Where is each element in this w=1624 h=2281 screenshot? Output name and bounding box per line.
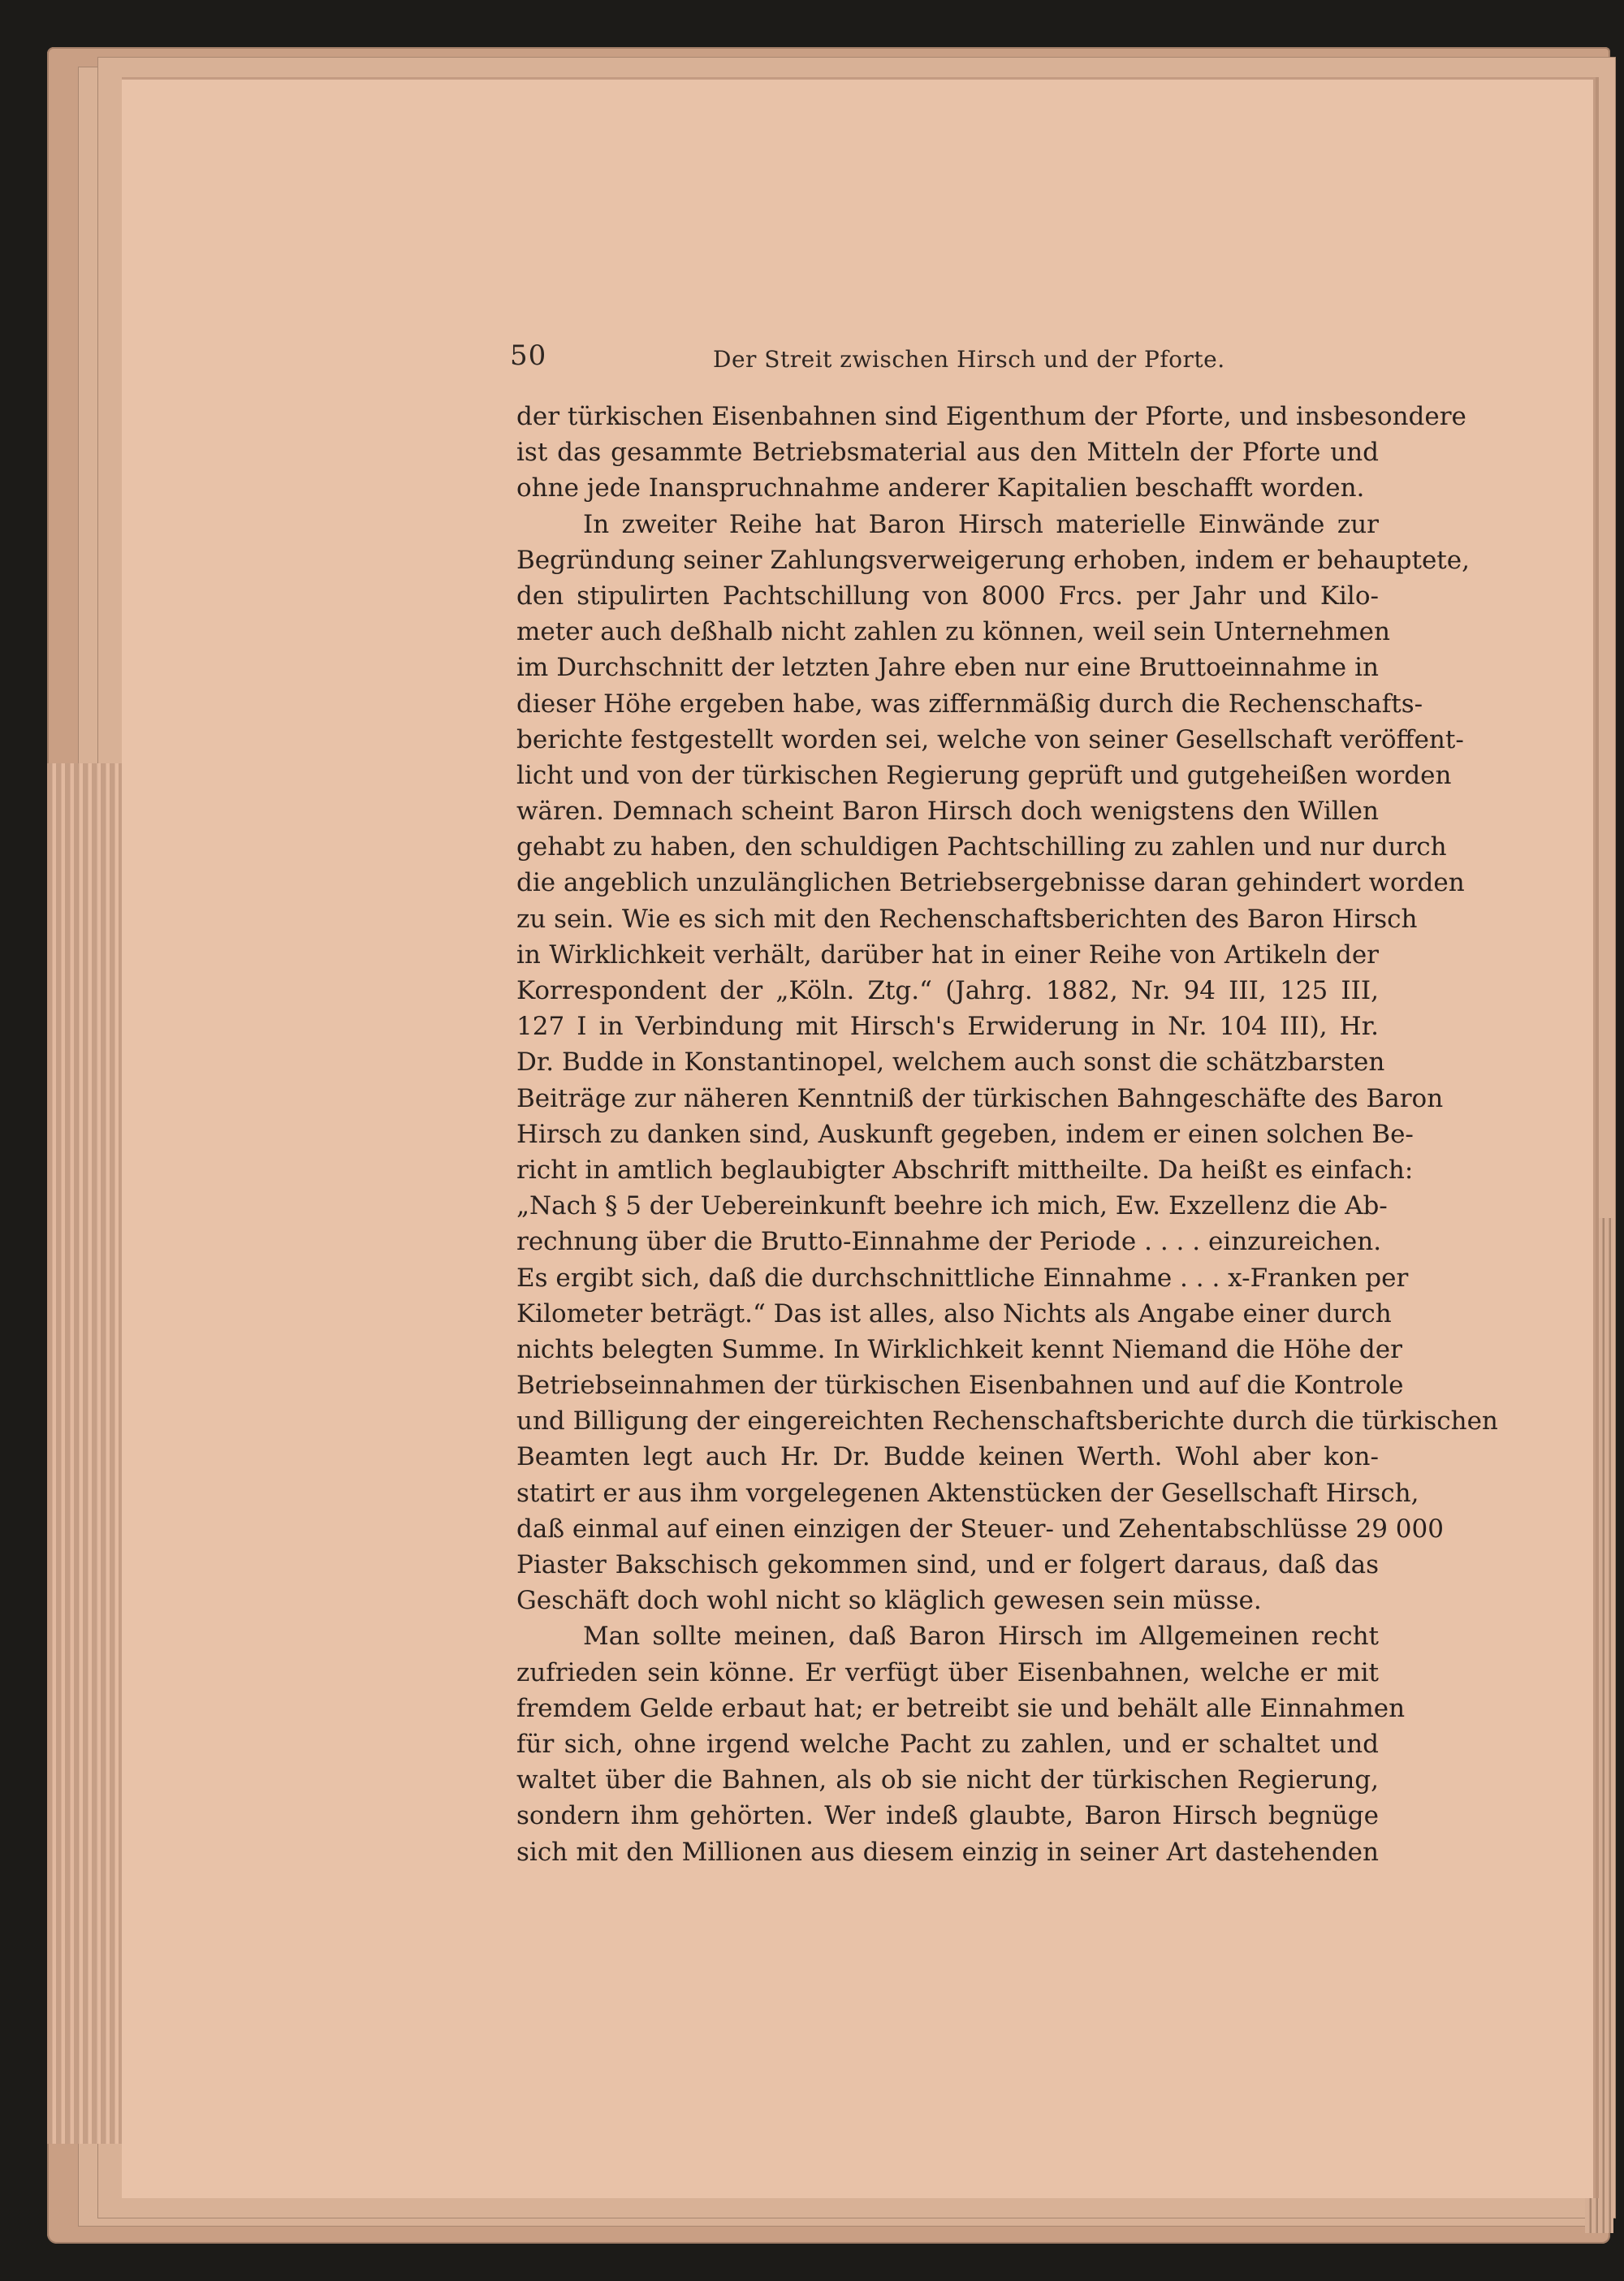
text-line: Dr. Budde in Konstantinopel, welchem auch sonst die schätzbarsten <box>516 1048 1385 1078</box>
text-line: Beiträge zur näheren Kenntniß der türkischen Bahngeschäfte des Baron <box>516 1083 1444 1113</box>
text-line: berichte festgestellt worden sei, welche von seiner Gesellschaft veröffent- <box>516 724 1464 754</box>
text-line: Es ergibt sich, daß die durchschnittliche Einnahme . . . x-Franken per <box>516 1263 1409 1293</box>
text-line: rechnung über die Brutto-Einnahme der Periode . . . . einzureichen. <box>516 1227 1382 1257</box>
text-line: statirt er aus ihm vorgelegenen Aktenstücken der Gesellschaft Hirsch, <box>516 1478 1419 1508</box>
text-line: und Billigung der eingereichten Rechenschaftsberichte durch die türkischen <box>516 1406 1498 1436</box>
text-line: daß einmal auf einen einzigen der Steuer- und Zehentabschlüsse 29 000 <box>516 1514 1444 1544</box>
text-line: die angeblich unzulänglichen Betriebsergebnisse daran gehindert worden <box>516 868 1465 898</box>
text-line: sich mit den Millionen aus diesem einzig in seiner Art dastehenden <box>516 1837 1379 1867</box>
text-line: den stipulirten Pachtschillung von 8000 Frcs. per Jahr und Kilo- <box>516 581 1379 611</box>
text-line: gehabt zu haben, den schuldigen Pachtschilling zu zahlen und nur durch <box>516 832 1447 862</box>
text-line: ohne jede Inanspruchnahme anderer Kapitalien beschafft worden. <box>516 473 1365 503</box>
text-line: „Nach § 5 der Uebereinkunft beehre ich mich, Ew. Exzellenz die Ab- <box>516 1191 1388 1221</box>
text-line: Korrespondent der „Köln. Ztg.“ (Jahrg. 1882, Nr. 94 III, 125 III, <box>516 976 1379 1005</box>
text-line: im Durchschnitt der letzten Jahre eben nur eine Bruttoeinnahme in <box>516 653 1379 683</box>
text-line: fremdem Gelde erbaut hat; er betreibt sie und behält alle Einnahmen <box>516 1693 1406 1723</box>
text-line: Man sollte meinen, daß Baron Hirsch im Allgemeinen recht <box>583 1622 1379 1652</box>
text-line: zufrieden sein könne. Er verfügt über Eisenbahnen, welche er mit <box>516 1657 1379 1687</box>
text-line: Piaster Bakschisch gekommen sind, und er folgert daraus, daß das <box>516 1550 1379 1579</box>
text-line: Kilometer beträgt.“ Das ist alles, also Nichts als Angabe einer durch <box>516 1298 1392 1328</box>
text-line: zu sein. Wie es sich mit den Rechenschaftsberichten des Baron Hirsch <box>516 904 1418 934</box>
text-line: für sich, ohne irgend welche Pacht zu zahlen, und er schaltet und <box>516 1729 1379 1759</box>
text-line: meter auch deßhalb nicht zahlen zu können, weil sein Unternehmen <box>516 617 1390 647</box>
text-line: ist das gesammte Betriebsmaterial aus den Mitteln der Pforte und <box>516 438 1379 468</box>
text-line: der türkischen Eisenbahnen sind Eigenthum der Pforte, und insbesondere <box>516 402 1466 431</box>
text-line: Begründung seiner Zahlungsverweigerung erhoben, indem er behauptete, <box>516 545 1470 575</box>
text-line: richt in amtlich beglaubigter Abschrift mittheilte. Da heißt es einfach: <box>516 1155 1414 1185</box>
text-line: nichts belegten Summe. In Wirklichkeit kennt Niemand die Höhe der <box>516 1334 1402 1364</box>
text-line: wären. Demnach scheint Baron Hirsch doch wenigstens den Willen <box>516 797 1379 827</box>
body-text <box>516 399 1498 1870</box>
text-line: sondern ihm gehörten. Wer indeß glaubte, Baron Hirsch begnüge <box>516 1801 1379 1831</box>
page-header <box>510 339 1379 378</box>
text-line: Beamten legt auch Hr. Dr. Budde keinen Werth. Wohl aber kon- <box>516 1442 1379 1472</box>
running-title: Der Streit zwischen Hirsch und der Pforte. <box>713 346 1225 373</box>
text-line: dieser Höhe ergeben habe, was ziffernmäßig durch die Rechenschafts- <box>516 689 1423 719</box>
text-line: Geschäft doch wohl nicht so kläglich gewesen sein müsse. <box>516 1586 1262 1616</box>
text-line: in Wirklichkeit verhält, darüber hat in einer Reihe von Artikeln der <box>516 940 1379 970</box>
text-line: waltet über die Bahnen, als ob sie nicht der türkischen Regierung, <box>516 1765 1379 1795</box>
page-number: 50 <box>510 339 547 372</box>
text-line: 127 I in Verbindung mit Hirsch's Erwiderung in Nr. 104 III), Hr. <box>516 1012 1379 1042</box>
text-line: Betriebseinnahmen der türkischen Eisenbahnen und auf die Kontrole <box>516 1371 1404 1401</box>
text-line: In zweiter Reihe hat Baron Hirsch materielle Einwände zur <box>583 509 1379 539</box>
text-line: licht und von der türkischen Regierung geprüft und gutgeheißen worden <box>516 760 1452 790</box>
text-line: Hirsch zu danken sind, Auskunft gegeben, indem er einen solchen Be- <box>516 1119 1414 1149</box>
